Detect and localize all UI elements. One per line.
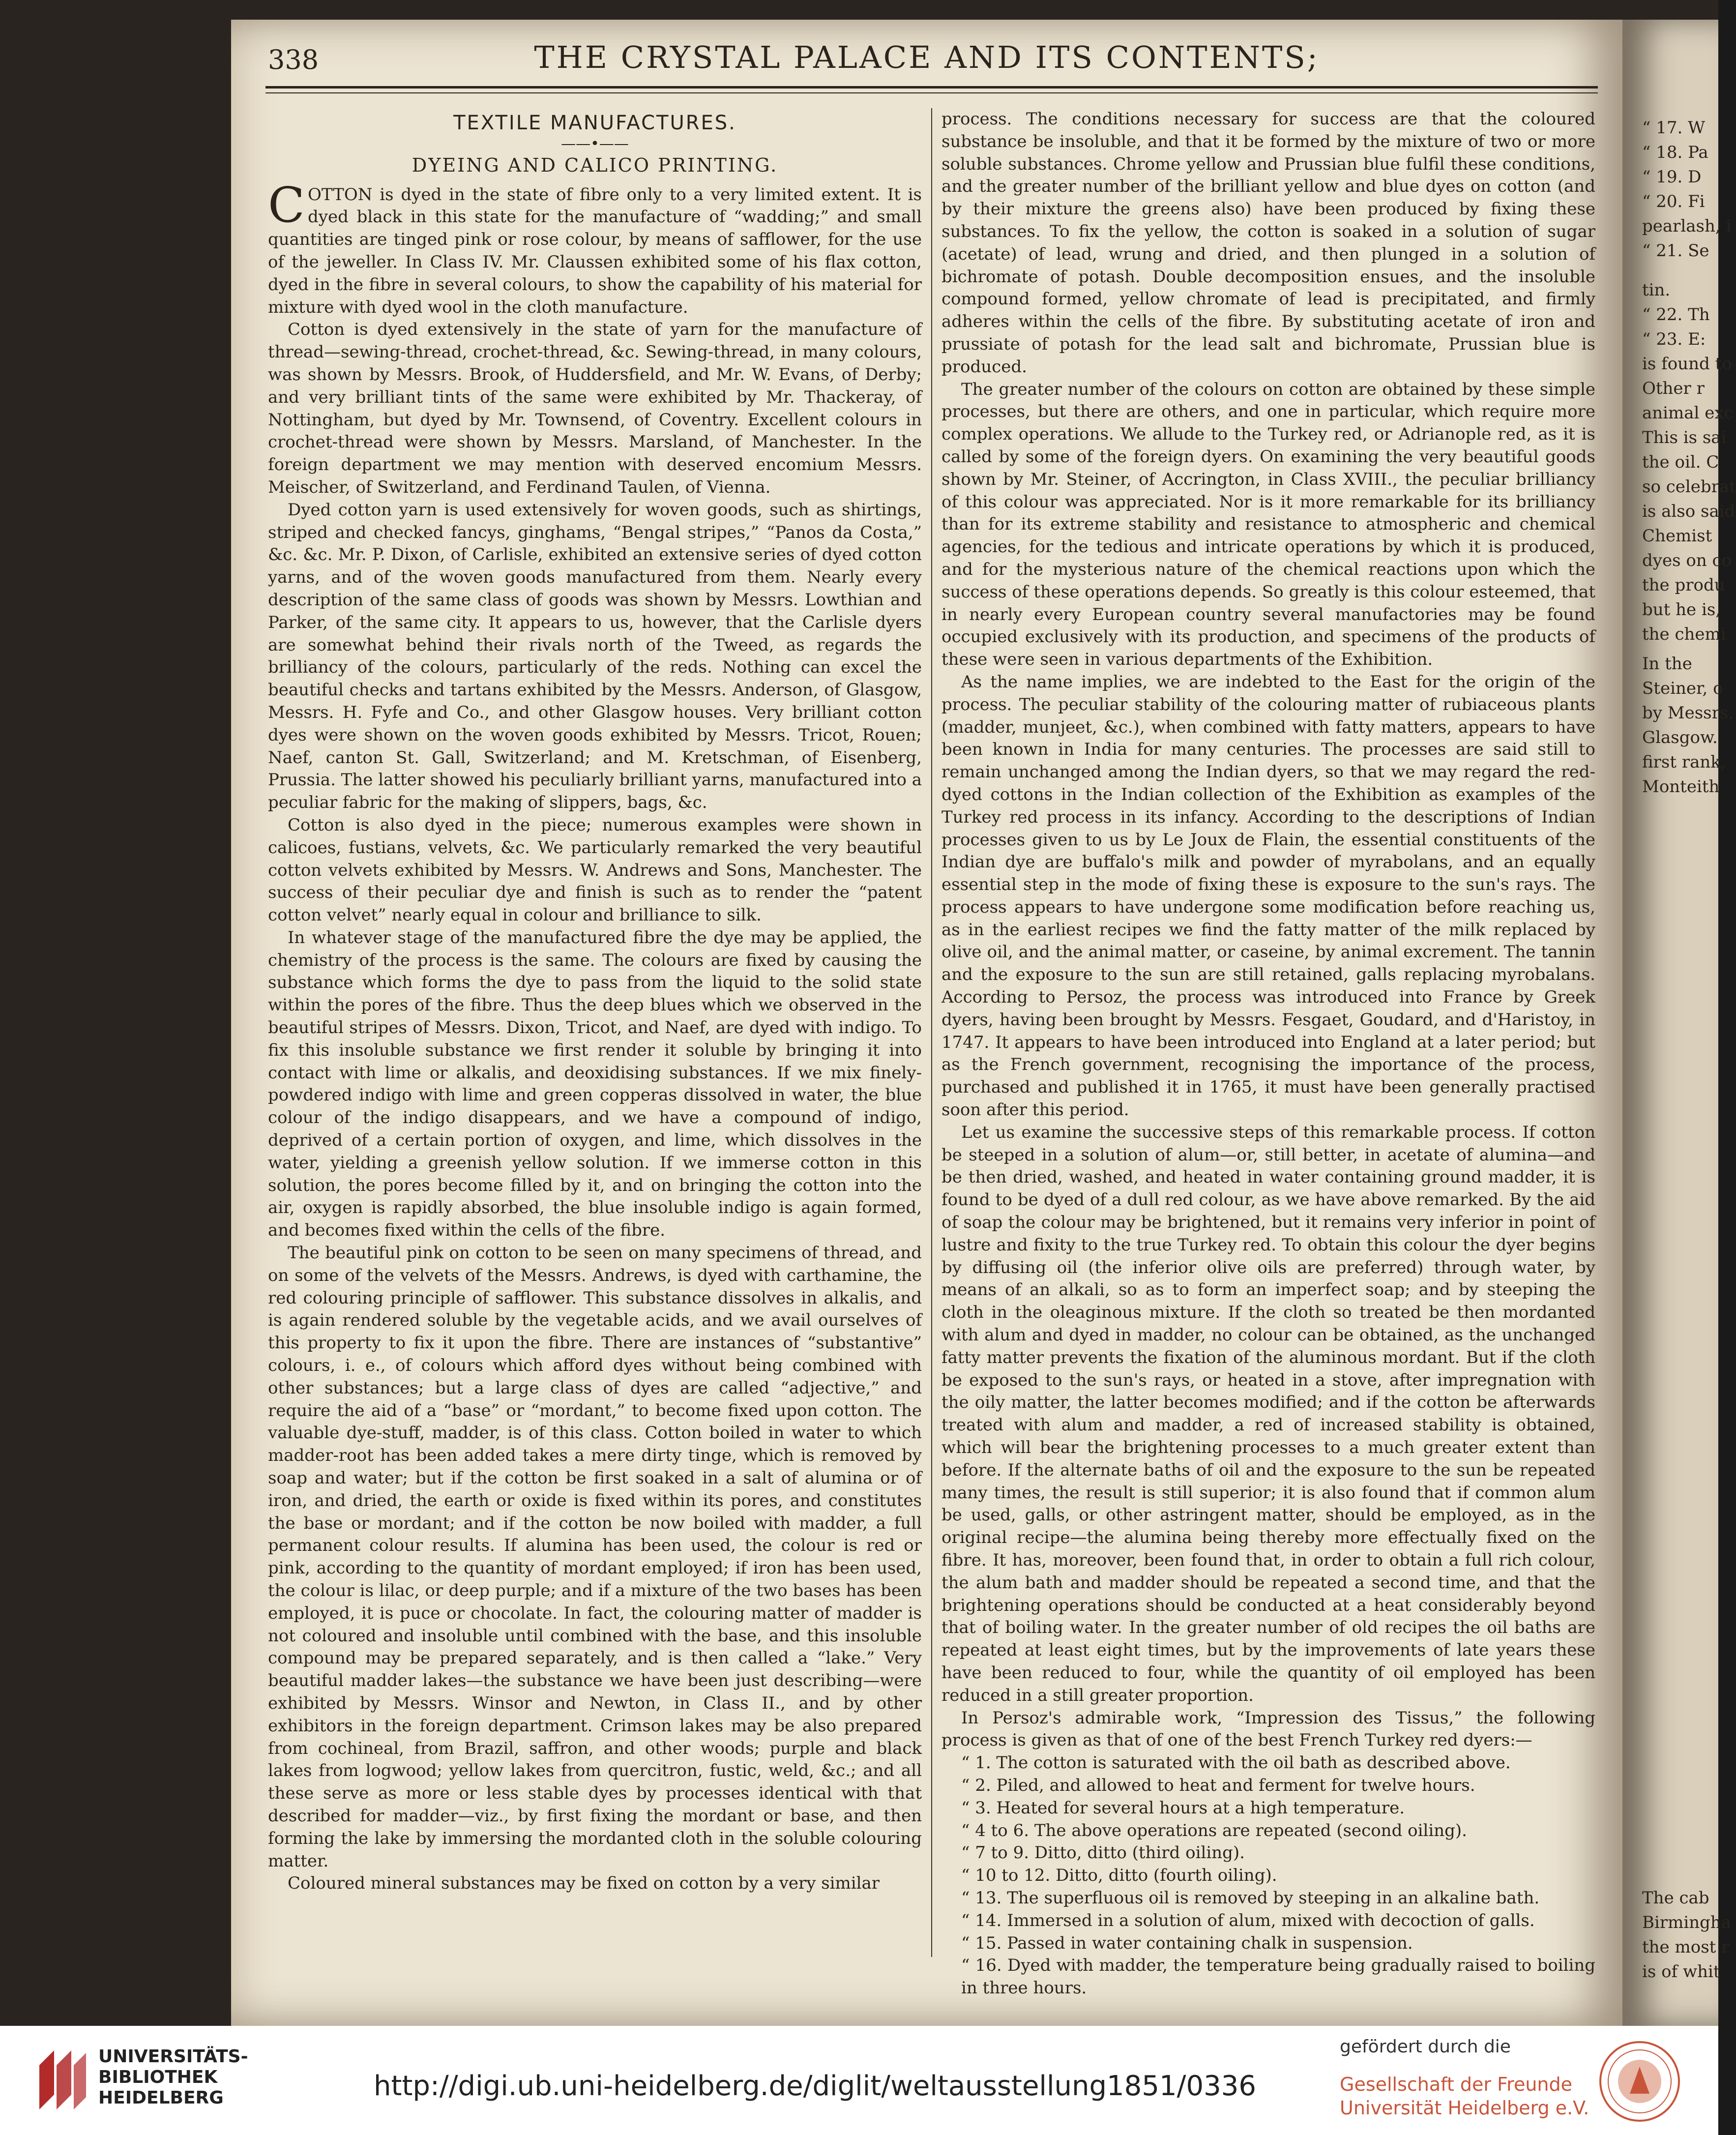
neighbor-line: “ 23. E: [1642,329,1706,349]
sponsor-name: Gesellschaft der Freunde Universität Heidelberg e.V. [1340,2074,1589,2119]
neighbor-line: The cab [1642,1888,1709,1908]
neighbor-line: so celebrat [1642,477,1736,497]
digitization-footer [0,2026,1718,2135]
source-url-link[interactable]: http://digi.ub.uni-heidelberg.de/diglit/weltausstellung1851/0336 [374,2070,1256,2102]
recipe-step: “ 3. Heated for several hours at a high temperature. [961,1798,1405,1818]
funded-by-label: gefördert durch die [1340,2037,1511,2057]
paragraph: The beautiful pink on cotton to be seen on many specimens of thread, and on some of the velvets of the Messrs. Andrews, is dyed with carthamine, the red colouring principle of safflower. This substance dissolves in alkalis, and is again rendered soluble by the vegetable acids, and we avail ourselves of this property to fix it upon the fibre. There are instances of “substantive” colours, i. e., of colours which afford dyes without being combined with other substances; but a large class of dyes are called “adjective,” and require the aid of a “base” or “mordant,” to become fixed upon cotton. The valuable dye-stuff, madder, is of this class. Cotton boiled in water to which madder-root has been added takes a mere dirty tinge, which is removed by soap and water; but if the cotton be first soaked in a salt of alumina or of iron, and dried, the earth or oxide is fixed within its pores, and constitutes the base or mordant; and if the cotton be now boiled with madder, a full permanent colour results. If alumina has been used, the colour is red or pink, according to the quantity of mordant employed; if iron has been used, the colour is lilac, or deep purple; and if a mixture of the two bases has been employed, it is puce or chocolate. In fact, the colouring matter of madder is not coloured and insoluble until combined with the base, and this insoluble compound may be prepared separately, and is then called a “lake.” Very beautiful madder lakes—the substance we have been just describing—were exhibited by Messrs. Winsor and Newton, in Class II., and by other exhibitors in the foreign department. Crimson lakes may be also prepared from cochineal, from Brazil, saffron, and other woods; purple and black lakes from logwood; yellow lakes from quercitron, fustic, weld, &c.; and all these serve as more or less stable dyes by processes identical with that described for madder—viz., by first fixing the mordant or base, and then forming the lake by immersing the mordanted cloth in the soluble colouring matter. [268,1243,922,1871]
drop-cap: C [268,177,305,234]
neighbor-line: Monteith [1642,777,1720,797]
university-seal-icon [1598,2040,1681,2123]
neighbor-line: Steiner, o [1642,679,1723,698]
recipe-step: “ 4 to 6. The above operations are repeated (second oiling). [961,1820,1467,1840]
recipe-step: “ 13. The superfluous oil is removed by steeping in an alkaline bath. [961,1888,1540,1908]
neighbor-line: animal exc [1642,403,1734,423]
neighbor-line: “ 22. Th [1642,305,1710,325]
text-column-left [268,108,922,1895]
paragraph: COTTON is dyed in the state of fibre only to a very limited extent. It is dyed black in this state for the manufacture of “wadding;” and small quantities are tinged pink or rose colour, by means of safflower, for the use of the jeweller. In Class IV. Mr. Claussen exhibited some of his flax cotton, dyed in the fibre in several colours, to show the capability of his material for mixture with dyed wool in the cloth manufacture. [268,177,922,317]
neighbor-line: In the [1642,654,1692,674]
recipe-step: “ 10 to 12. Ditto, ditto (fourth oiling). [961,1866,1277,1886]
section-heading: TEXTILE MANUFACTURES. [453,112,736,134]
paragraph: Coloured mineral substances may be fixed on cotton by a very similar [288,1873,880,1894]
neighbor-line: by Messrs. [1642,703,1734,723]
page-header [231,39,1622,79]
paragraph: Let us examine the successive steps of this remarkable process. If cotton be steeped in a solution of alum—or, still better, in acetate of alumina—and be then dried, washed, and heated in water containing ground madder, it is found to be dyed of a dull red colour, as we have above remarked. By the aid of soap the colour may be brightened, but it remains very inferior in point of lustre and fixity to the true Turkey red. To obtain this colour the dyer begins by diffusing oil (the inferior olive oils are preferred) through water, by means of an alkali, so as to form an imperfect soap; and by steeping the cloth in the oleaginous mixture. If the cloth so treated be then mordanted with alum and dyed in madder, no colour can be obtained, as the unchanged fatty matter prevents the fixation of the aluminous mordant. But if the cloth be exposed to the sun's rays, or heated in a stove, after impregnation with the oily matter, the latter becomes modified; and if the cotton be afterwards treated with alum and madder, a red of increased stability is obtained, which will bear the brightening processes to a much greater extent than before. If the alternate baths of oil and the exposure to the sun be repeated many times, the result is still superior; it is also found that if common alum be used, galls, or other astringent matter, should be employed, as in the original recipe—the alumina being thereby more effectually fixed on the fibre. It has, moreover, been found that, in order to obtain a full rich colour, the alum bath and madder should be repeated a second time, and that the brightening operations should be conducted at a heat considerably beyond that of boiling water. In the greater number of old recipes the oil baths are repeated at least eight times, but by the improvements of late years these have been reduced to four, while the quantity of oil employed has been reduced in a still greater proportion. [942,1122,1595,1705]
recipe-step: “ 16. Dyed with madder, the temperature being gradually raised to boiling in three hours. [961,1956,1595,1998]
neighbor-line: is of whit [1642,1962,1720,1982]
header-rule [265,86,1598,89]
neighbor-line: tin. [1642,280,1671,300]
neighbor-line: is also said [1642,502,1736,521]
neighbor-line: pearlash, i [1642,216,1732,236]
neighbor-line: “ 21. Se [1642,241,1709,261]
adjacent-page-edge [1622,20,1736,2026]
neighbor-line: dyes on co [1642,551,1732,570]
running-title: THE CRYSTAL PALACE AND ITS CONTENTS; [534,39,1320,75]
library-logo-icon [34,2046,88,2114]
neighbor-line: the produ [1642,575,1725,595]
neighbor-line: “ 17. W [1642,118,1706,138]
neighbor-line: the oil. C [1642,452,1719,472]
page-number: 338 [268,44,319,75]
neighbor-line: “ 20. Fi [1642,192,1705,211]
section-subheading: DYEING AND CALICO PRINTING. [412,154,778,176]
neighbor-line: first rank, [1642,752,1726,772]
recipe-step: “ 1. The cotton is saturated with the oil bath as described above. [961,1753,1511,1773]
section-ornament: ——•—— [561,135,629,152]
neighbor-line: Other r [1642,379,1705,398]
neighbor-line: Chemist [1642,526,1712,546]
neighbor-line: “ 19. D [1642,167,1702,187]
neighbor-line: the most r [1642,1937,1730,1957]
library-name: UNIVERSITÄTS- BIBLIOTHEK HEIDELBERG [98,2046,248,2108]
column-divider [931,108,932,1957]
recipe-step: “ 14. Immersed in a solution of alum, mixed with decoction of galls. [961,1910,1535,1930]
text-column-right [942,108,1595,2000]
book-page [231,20,1622,2026]
recipe-step: “ 2. Piled, and allowed to heat and ferment for twelve hours. [961,1775,1475,1795]
neighbor-line: Birmingha [1642,1913,1732,1932]
neighbor-line: This is sai [1642,428,1727,447]
recipe-step: “ 7 to 9. Ditto, ditto (third oiling). [961,1843,1245,1863]
neighbor-line: the chemi [1642,624,1726,644]
paragraph: Dyed cotton yarn is used extensively for woven goods, such as shirtings, striped and checked fancys, ginghams, “Bengal stripes,” “Panos da Costa,” &c. &c. Mr. P. Dixon, of Carlisle, exhibited an extensive series of dyed cotton yarns, and of the woven goods manufactured from them. Nearly every description of the same class of goods was shown by Messrs. Lowthian and Parker, of the same city. It appears to us, however, that the Carlisle dyers are somewhat behind their rivals north of the Tweed, as regards the brilliancy of the colours, particularly of the reds. Nothing can excel the beautiful checks and tartans exhibited by the Messrs. Anderson, of Glasgow, Messrs. H. Fyfe and Co., and other Glasgow houses. Very brilliant cotton dyes were shown on the woven goods exhibited by Messrs. Tricot, Rouen; Naef, canton St. Gall, Switzerland; and M. Kretschman, of Eisenberg, Prussia. The latter showed his peculiarly brilliant yarns, manufactured into a peculiar fabric for the making of slippers, bags, &c. [268,500,922,813]
paragraph: Cotton is also dyed in the piece; numerous examples were shown in calicoes, fustians, velvets, &c. We particularly remarked the very beautiful cotton velvets exhibited by Messrs. W. Andrews and Sons, Manchester. The success of their peculiar dye and finish is such as to render the “patent cotton velvet” nearly equal in colour and brilliance to silk. [268,815,922,925]
neighbor-line: but he is, [1642,600,1721,620]
recipe-step: “ 15. Passed in water containing chalk in suspension. [961,1933,1413,1953]
paragraph: process. The conditions necessary for success are that the coloured substance be insoluble, and that it be formed by the mixture of two or more soluble substances. Chrome yellow and Prussian blue fulfil these conditions, and the greater number of the brilliant yellow and blue dyes on cotton (and by their mixture the greens also) have been produced by fixing these substances. To fix the yellow, the cotton is soaked in a solution of sugar (acetate) of lead, wrung and dried, and then plunged in a solution of bichromate of potash. Double decomposition ensues, and the insoluble compound formed, yellow chromate of lead is precipitated, and firmly adheres within the cells of the fibre. By substituting acetate of iron and prussiate of potash for the lead salt and bichromate, Prussian blue is produced. [942,109,1595,377]
paragraph: The greater number of the colours on cotton are obtained by these simple processes, but there are others, and one in particular, which require more complex operations. We allude to the Turkey red, or Adrianople red, as it is called by some of the foreign dyers. On examining the very beautiful goods shown by Mr. Steiner, of Accrington, in Class XVIII., the peculiar brilliancy of this colour was appreciated. Nor is it more remarkable for its brilliancy than for its extreme stability and resistance to atmospheric and chemical agencies, for the tedious and intricate operations by which it is produced, and for the mysterious nature of the chemical reactions upon which the success of these operations depends. So greatly is this colour esteemed, that in nearly every European country several manufactories may be found occupied exclusively with its production, and specimens of the products of these were seen in various departments of the Exhibition. [942,379,1595,670]
neighbor-line: Glasgow. [1642,728,1718,747]
neighbor-line: “ 18. Pa [1642,143,1708,162]
header-rule-thin [265,92,1598,93]
paragraph: In Persoz's admirable work, “Impression des Tissus,” the following process is given as that of one of the best French Turkey red dyers:— [942,1708,1595,1750]
neighbor-line: is found to [1642,354,1732,374]
paragraph: In whatever stage of the manufactured fibre the dye may be applied, the chemistry of the process is the same. The colours are fixed by causing the substance which forms the dye to pass from the liquid to the solid state within the pores of the fibre. Thus the deep blues which we observed in the beautiful stripes of Messrs. Dixon, Tricot, and Naef, are dyed with indigo. To fix this insoluble substance we first render it soluble by bringing it into contact with lime or alkalis, and deoxidising substances. If we mix finely-powdered indigo with lime and green copperas dissolved in water, the blue colour of the indigo disappears, and we have a compound of indigo, deprived of a certain portion of oxygen, and lime, which dissolves in the water, yielding a greenish yellow solution. If we immerse cotton in this solution, the pores become filled by it, and on bringing the cotton into the air, oxygen is rapidly absorbed, the blue insoluble indigo is again formed, and becomes fixed within the cells of the fibre. [268,927,922,1241]
paragraph: Cotton is dyed extensively in the state of yarn for the manufacture of thread—sewing-thread, crochet-thread, &c. Sewing-thread, in many colours, was shown by Messrs. Brook, of Huddersfield, and Mr. W. Evans, of Derby; and very brilliant tints of the same were exhibited by Mr. Thackeray, of Nottingham, but dyed by Mr. Townsend, of Coventry. Excellent colours in crochet-thread were shown by Messrs. Marsland, of Manchester. In the foreign department we may mention with deserved encomium Messrs. Meischer, of Switzerland, and Ferdinand Taulen, of Vienna. [268,320,922,497]
paragraph: As the name implies, we are indebted to the East for the origin of the process. The peculiar stability of the colouring matter of rubiaceous plants (madder, munjeet, &c.), when combined with fatty matters, appears to have been known in India for many centuries. The processes are said still to remain unchanged among the Indian dyers, so that we may regard the red-dyed cottons in the Indian collection of the Exhibition as examples of the Turkey red process in its infancy. According to the descriptions of Indian processes given to us by Le Joux de Flain, the essential constituents of the Indian dye are buffalo's milk and powder of myrabolans, and an equally essential step in the mode of fixing these is exposure to the sun's rays. The process appears to have undergone some modification before reaching us, as in the earliest recipes we find the fatty matter of the milk replaced by olive oil, and the animal matter, or caseine, by animal excrement. The tannin and the exposure to the sun are still retained, galls replacing myrobalans. According to Persoz, the process was introduced into France by Greek dyers, having been brought by Messrs. Fesgaet, Goudard, and d'Haristoy, in 1747. It appears to have been introduced into England at a later period; but as the French government, recognising the importance of the process, purchased and published it in 1765, it must have been generally practised soon after this period. [942,672,1595,1120]
